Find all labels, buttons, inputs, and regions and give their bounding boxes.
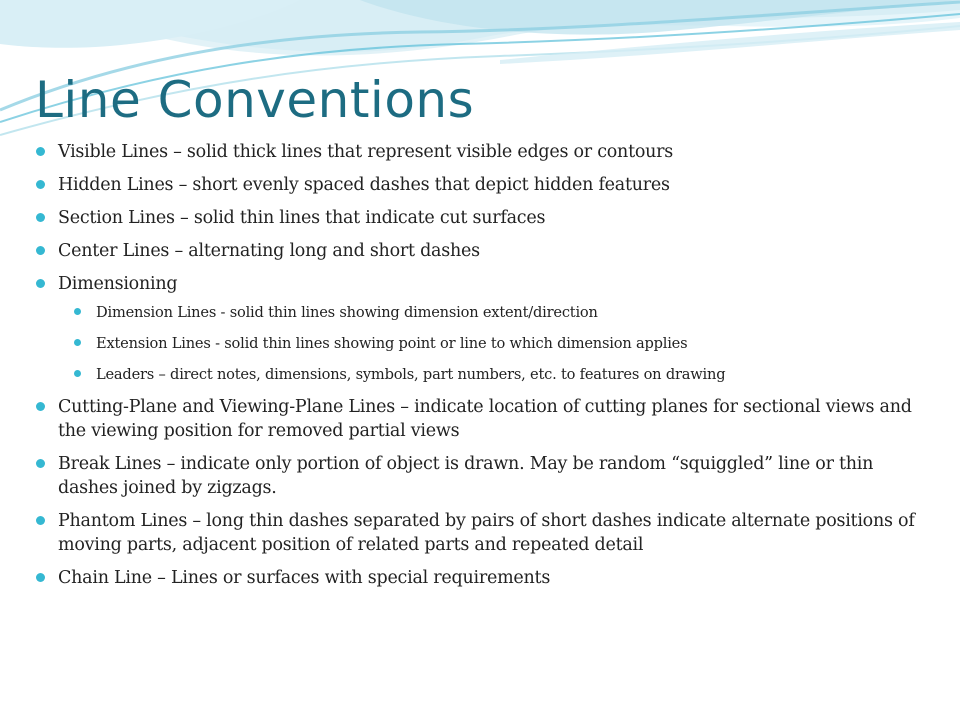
bullet-item [36, 239, 916, 263]
bullet-item [36, 206, 916, 230]
bullet-text: Chain Line – Lines or surfaces with special requirements [58, 568, 551, 588]
bullet-item [36, 173, 916, 197]
bullet-item [36, 140, 916, 164]
sub-bullet-text: Leaders – direct notes, dimensions, symbols, part numbers, etc. to features on drawing [96, 366, 726, 383]
bullet-dot-icon [36, 573, 45, 582]
bullet-item [36, 452, 916, 500]
sub-bullet-item [58, 364, 916, 385]
bullet-text: Cutting-Plane and Viewing-Plane Lines – indicate location of cutting planes for sectional views and the viewing position for removed partial views [58, 397, 912, 441]
sub-bullet-text: Dimension Lines - solid thin lines showing dimension extent/direction [96, 304, 598, 321]
slide-content [36, 140, 916, 599]
sub-bullet-dot-icon [74, 370, 81, 377]
bullet-item [36, 509, 916, 557]
sub-bullet-item [58, 333, 916, 354]
bullet-text: Section Lines – solid thin lines that indicate cut surfaces [58, 208, 546, 228]
sub-bullet-item [58, 302, 916, 323]
bullet-text: Center Lines – alternating long and short dashes [58, 241, 480, 261]
bullet-dot-icon [36, 402, 45, 411]
bullet-text: Dimensioning [58, 274, 178, 294]
bullet-item [36, 395, 916, 443]
bullet-dot-icon [36, 147, 45, 156]
sub-bullet-dot-icon [74, 308, 81, 315]
bullet-dot-icon [36, 246, 45, 255]
bullet-text: Break Lines – indicate only portion of object is drawn. May be random “squiggled” line or thin dashes joined by zigzags. [58, 454, 874, 498]
bullet-dot-icon [36, 180, 45, 189]
bullet-item [36, 566, 916, 590]
bullet-dot-icon [36, 516, 45, 525]
bullet-text: Hidden Lines – short evenly spaced dashes that depict hidden features [58, 175, 670, 195]
sub-bullet-list [58, 302, 916, 385]
slide-title: Line Conventions [35, 71, 475, 129]
sub-bullet-text: Extension Lines - solid thin lines showing point or line to which dimension applies [96, 335, 688, 352]
bullet-text: Visible Lines – solid thick lines that represent visible edges or contours [58, 142, 674, 162]
bullet-item-dimensioning [36, 272, 916, 385]
bullet-text: Phantom Lines – long thin dashes separated by pairs of short dashes indicate alternate positions of moving parts, adjacent position of related parts and repeated detail [58, 511, 915, 555]
sub-bullet-dot-icon [74, 339, 81, 346]
bullet-dot-icon [36, 459, 45, 468]
bullet-dot-icon [36, 213, 45, 222]
bullet-dot-icon [36, 279, 45, 288]
bullet-list [36, 140, 916, 590]
